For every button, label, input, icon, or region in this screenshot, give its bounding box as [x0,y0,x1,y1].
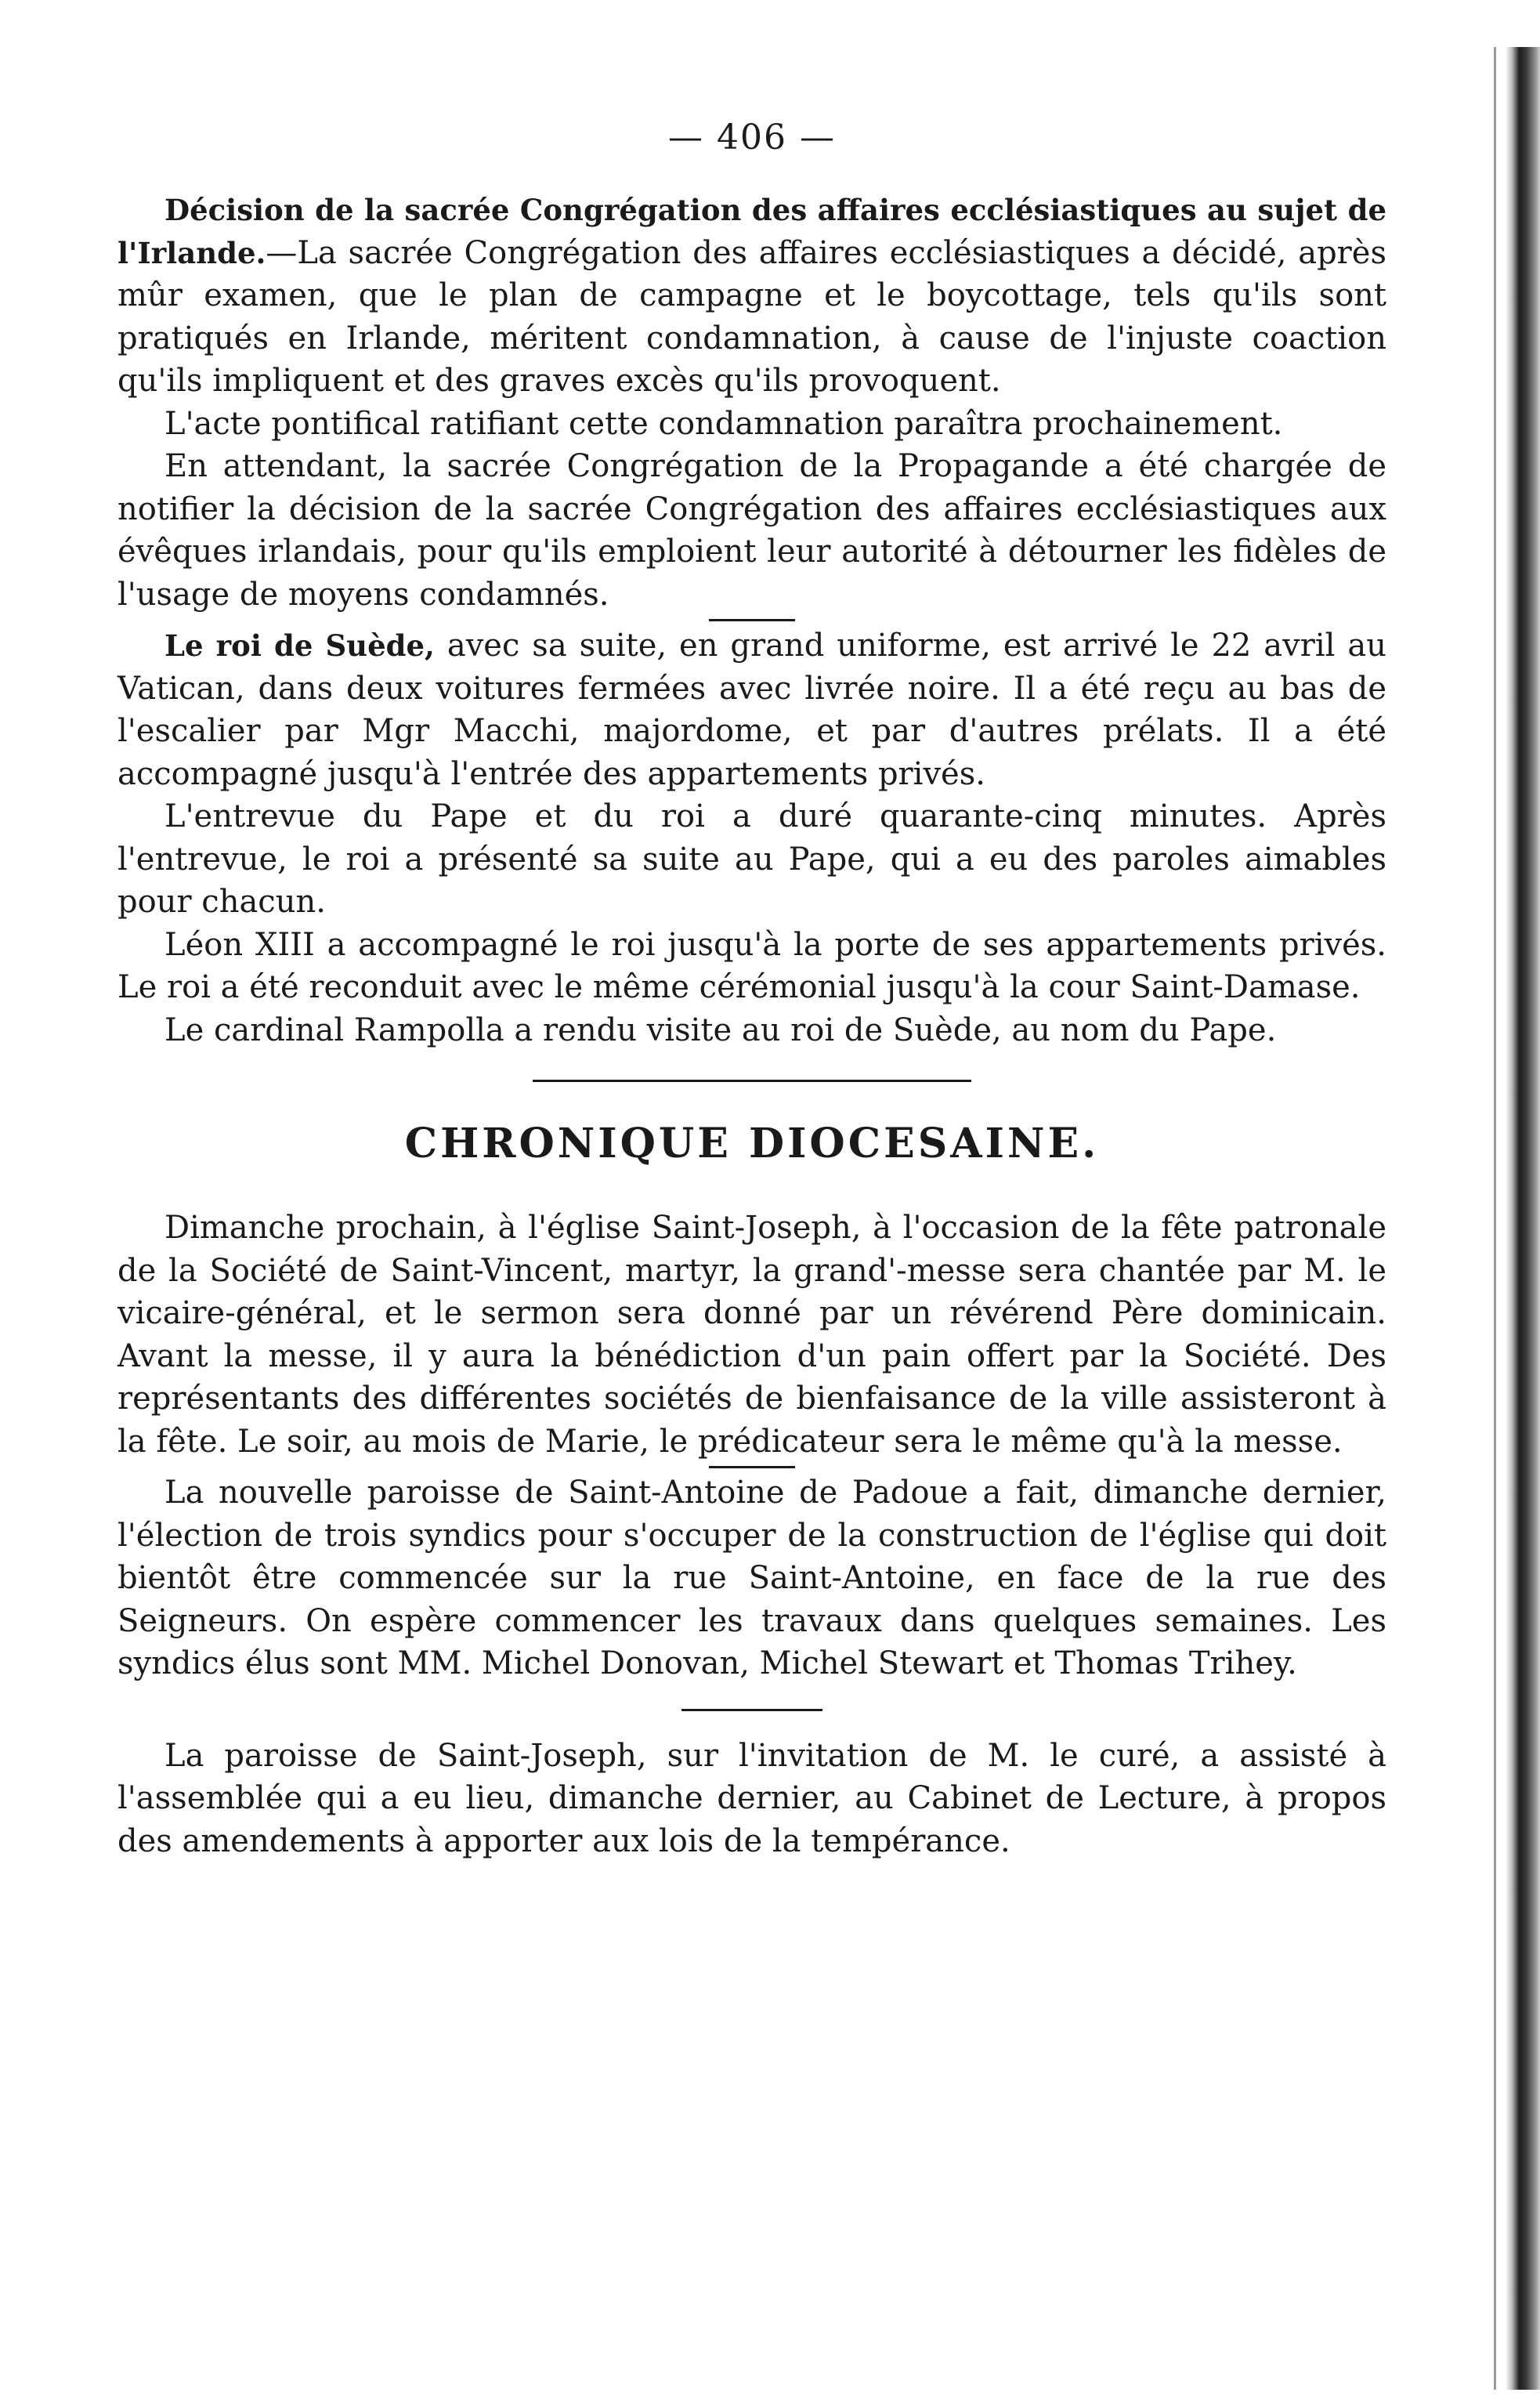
page-gutter-line [1494,47,1496,2390]
page-binding-edge [1506,47,1540,2390]
paragraph: La paroisse de Saint-Joseph, sur l'invitation de M. le curé, a assisté à l'assemblée qui a eu lieu, dimanche dernier, au Cabinet de Lecture, à propos des amendements à apporter aux lois de la tempérance. [117,1737,1386,1859]
paragraph: Léon XIII a accompagné le roi jusqu'à la porte de ses appartements privés. Le roi a été reconduit avec le même cérémonial jusqu'à la cour Saint-Damase. [117,926,1386,1005]
page-number: — 406 — [668,118,836,157]
separator-rule [709,619,795,621]
article-temperance [117,1735,1386,1863]
paragraph [117,189,1386,403]
article-roi-de-suede [117,624,1386,1051]
paragraph-text: avec sa suite, en grand uniforme, est arrivé le 22 avril au Vatican, dans deux voitures fermées avec livrée noire. Il a été reçu au bas de l'escalier par Mgr Macchi, majordome, et par d'autres prélats. Il a été accompagné jusqu'à l'entrée des appartements privés. [117,628,1386,792]
paragraph: La nouvelle paroisse de Saint-Antoine de Padoue a fait, dimanche dernier, l'élection de trois syndics pour s'occuper de la construction de l'église qui doit bientôt être commencée sur la rue Saint-Antoine, en face de la rue des Seigneurs. On espère commencer les travaux dans quelques semaines. Les syndics élus sont MM. Michel Donovan, Michel Stewart et Thomas Trihey. [117,1475,1386,1681]
section-divider [533,1080,971,1082]
paragraph-text: —La sacrée Congrégation des affaires ecclésiastiques a décidé, après mûr examen, que le plan de campagne et le boycottage, tels qu'ils sont pratiqués en Irlande, méritent condamnation, à cause de l'injuste coaction qu'ils impliquent et des graves excès qu'ils provoquent. [117,234,1386,399]
paragraph: Dimanche prochain, à l'église Saint-Joseph, à l'occasion de la fête patronale de la Société de Saint-Vincent, martyr, la grand'-messe sera chantée par M. le vicaire-général, et le sermon sera donné par un révérend Père dominicain. Avant la messe, il y aura la bénédiction d'un pain offert par la Société. Des représentants des différentes sociétés de bienfaisance de la ville assisteront à la fête. Le soir, au mois de Marie, le prédicateur sera le même qu'à la messe. [117,1210,1386,1460]
paragraph: L'entrevue du Pape et du roi a duré quarante-cinq minutes. Après l'entrevue, le roi a présenté sa suite au Pape, qui a eu des paroles aimables pour chacun. [117,798,1386,920]
section-heading: CHRONIQUE DIOCESAINE. [404,1120,1100,1167]
paragraph-lead: Décision de la sacrée Congrégation des affaires ecclésiastiques au sujet de l'Irlande. [117,193,1386,270]
paragraph: L'acte pontifical ratifiant cette condamnation paraîtra prochainement. [164,405,1283,442]
article-irlande [117,189,1386,616]
article-saint-joseph-fete [117,1207,1386,1463]
separator-rule [709,1466,795,1468]
separator-rule [681,1709,822,1711]
paragraph: En attendant, la sacrée Congrégation de la Propagande a été chargée de notifier la décision de la sacrée Congrégation des affaires ecclésiastiques aux évêques irlandais, pour qu'ils emploient leur autorité à détourner les fidèles de l'usage de moyens condamnés. [117,448,1386,613]
article-saint-antoine [117,1471,1386,1685]
document-page [117,118,1386,1862]
paragraph [117,624,1386,795]
paragraph: Le cardinal Rampolla a rendu visite au roi de Suède, au nom du Pape. [164,1012,1277,1048]
paragraph-lead: Le roi de Suède, [164,628,435,663]
